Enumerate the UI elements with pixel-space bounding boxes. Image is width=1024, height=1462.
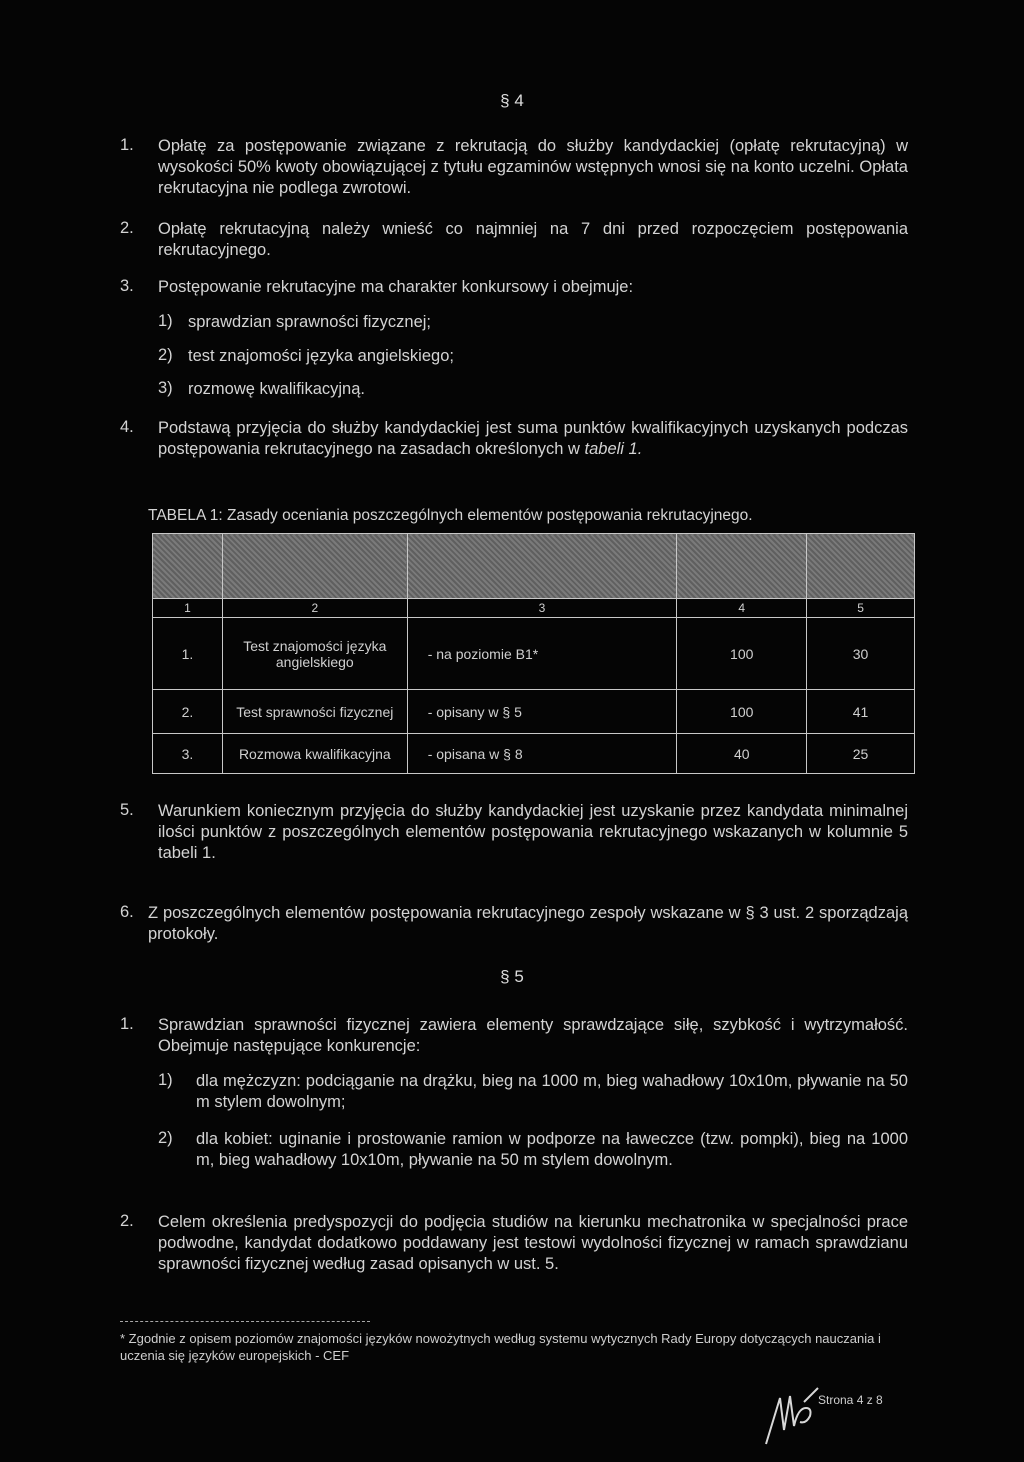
table-row [153,690,915,734]
item-number: 3. [120,277,134,295]
subitem-text: rozmowę kwalifikacyjną. [188,380,365,398]
signature-image [760,1378,830,1450]
header-cell [807,534,915,599]
subitem-text: dla kobiet: uginanie i prostowanie ramion w podporze na ławeczce (tzw. pompki), bieg na 1000 m, bieg wahadłowy 10x10m, pływanie na 50 m stylem dowolnym. [196,1130,908,1169]
min-points-cell: 41 [807,690,915,734]
element-cell: Test sprawności fizycznej [222,690,407,734]
table-row [153,734,915,774]
paragraph-5-1: Sprawdzian sprawności fizycznej zawiera elementy sprawdzające siłę, szybkość i wytrzymałość. Obejmuje następujące konkurencje: [158,1016,908,1055]
paragraph-4-4: Podstawą przyjęcia do służby kandydackiej jest suma punktów kwalifikacyjnych uzyskanych podczas postępowania rekrutacyjnego na zasadach określonych w tabeli 1. [158,419,908,458]
subitem-number: 2) [158,346,173,364]
max-points-cell: 100 [677,618,807,690]
header-cell [153,534,223,599]
lp-cell: 3. [153,734,223,774]
element-cell: Rozmowa kwalifikacyjna [222,734,407,774]
footnote: * Zgodnie z opisem poziomów znajomości języków nowożytnych według systemu wytycznych Rady Europy dotyczących nauczania i uczenia się języków europejskich - CEF [120,1331,881,1363]
item-number: 6. [120,903,134,921]
min-points-cell: 25 [807,734,915,774]
lp-cell: 2. [153,690,223,734]
min-points-cell: 30 [807,618,915,690]
paragraph-4-3: Postępowanie rekrutacyjne ma charakter konkursowy i obejmuje: [158,278,634,296]
item-number: 1. [120,136,134,154]
subitem-text: dla mężczyzn: podciąganie na drążku, bieg na 1000 m, bieg wahadłowy 10x10m, pływanie na 50 m stylem dowolnym; [196,1072,908,1111]
item-number: 1. [120,1015,134,1033]
section-5-heading: § 5 [500,967,524,986]
paragraph-4-6: Z poszczególnych elementów postępowania rekrutacyjnego zespoły wskazane w § 3 ust. 2 sporządzają protokoły. [148,904,908,943]
item-number: 2. [120,1212,134,1230]
column-number: 5 [807,599,915,618]
subitem-number: 3) [158,379,173,397]
subitem-number: 1) [158,312,173,330]
element-cell: Test znajomości języka angielskiego [222,618,407,690]
header-cell [677,534,807,599]
item-number: 4. [120,418,134,436]
column-number: 2 [222,599,407,618]
table-caption: TABELA 1: Zasady oceniania poszczególnych elementów postępowania rekrutacyjnego. [148,507,753,524]
header-cell [407,534,677,599]
rules-cell: - na poziomie B1* [407,618,677,690]
rules-cell: - opisany w § 5 [407,690,677,734]
paragraph-4-1: Opłatę za postępowanie związane z rekrutacją do służby kandydackiej (opłatę rekrutacyjną) w wysokości 50% kwoty obowiązującej z tytułu egzaminów wstępnych wnosi się na konto uczelni. Opłata rekrutacyjna nie podlega zwrotowi. [158,137,908,197]
paragraph-5-2: Celem określenia predyspozycji do podjęcia studiów na kierunku mechatronika w specjalności prace podwodne, kandydat dodatkowo poddawany jest testowi wydolności fizycznej w ramach sprawdzianu sprawności fizycznej według zasad opisanych w ust. 5. [158,1213,908,1273]
scoring-table [152,533,915,774]
footnote-divider [120,1321,370,1322]
lp-cell: 1. [153,618,223,690]
column-number: 4 [677,599,807,618]
paragraph-4-5: Warunkiem koniecznym przyjęcia do służby kandydackiej jest uzyskanie przez kandydata minimalnej ilości punktów z poszczególnych elementów postępowania rekrutacyjnego wskazanych w kolumnie 5 tabeli 1. [158,802,908,862]
max-points-cell: 40 [677,734,807,774]
rules-cell: - opisana w § 8 [407,734,677,774]
column-number: 1 [153,599,223,618]
section-4-heading: § 4 [500,91,524,110]
table-row [153,618,915,690]
subitem-number: 2) [158,1129,173,1147]
paragraph-4-2: Opłatę rekrutacyjną należy wnieść co najmniej na 7 dni przed rozpoczęciem postępowania rekrutacyjnego. [158,220,908,259]
subitem-text: sprawdzian sprawności fizycznej; [188,313,432,331]
page-number: Strona 4 z 8 [818,1393,883,1407]
item-number: 5. [120,801,134,819]
max-points-cell: 100 [677,690,807,734]
table-header-row [153,534,915,599]
subitem-number: 1) [158,1071,173,1089]
column-number-row [153,599,915,618]
item-number: 2. [120,219,134,237]
column-number: 3 [407,599,677,618]
subitem-text: test znajomości języka angielskiego; [188,347,454,365]
header-cell [222,534,407,599]
